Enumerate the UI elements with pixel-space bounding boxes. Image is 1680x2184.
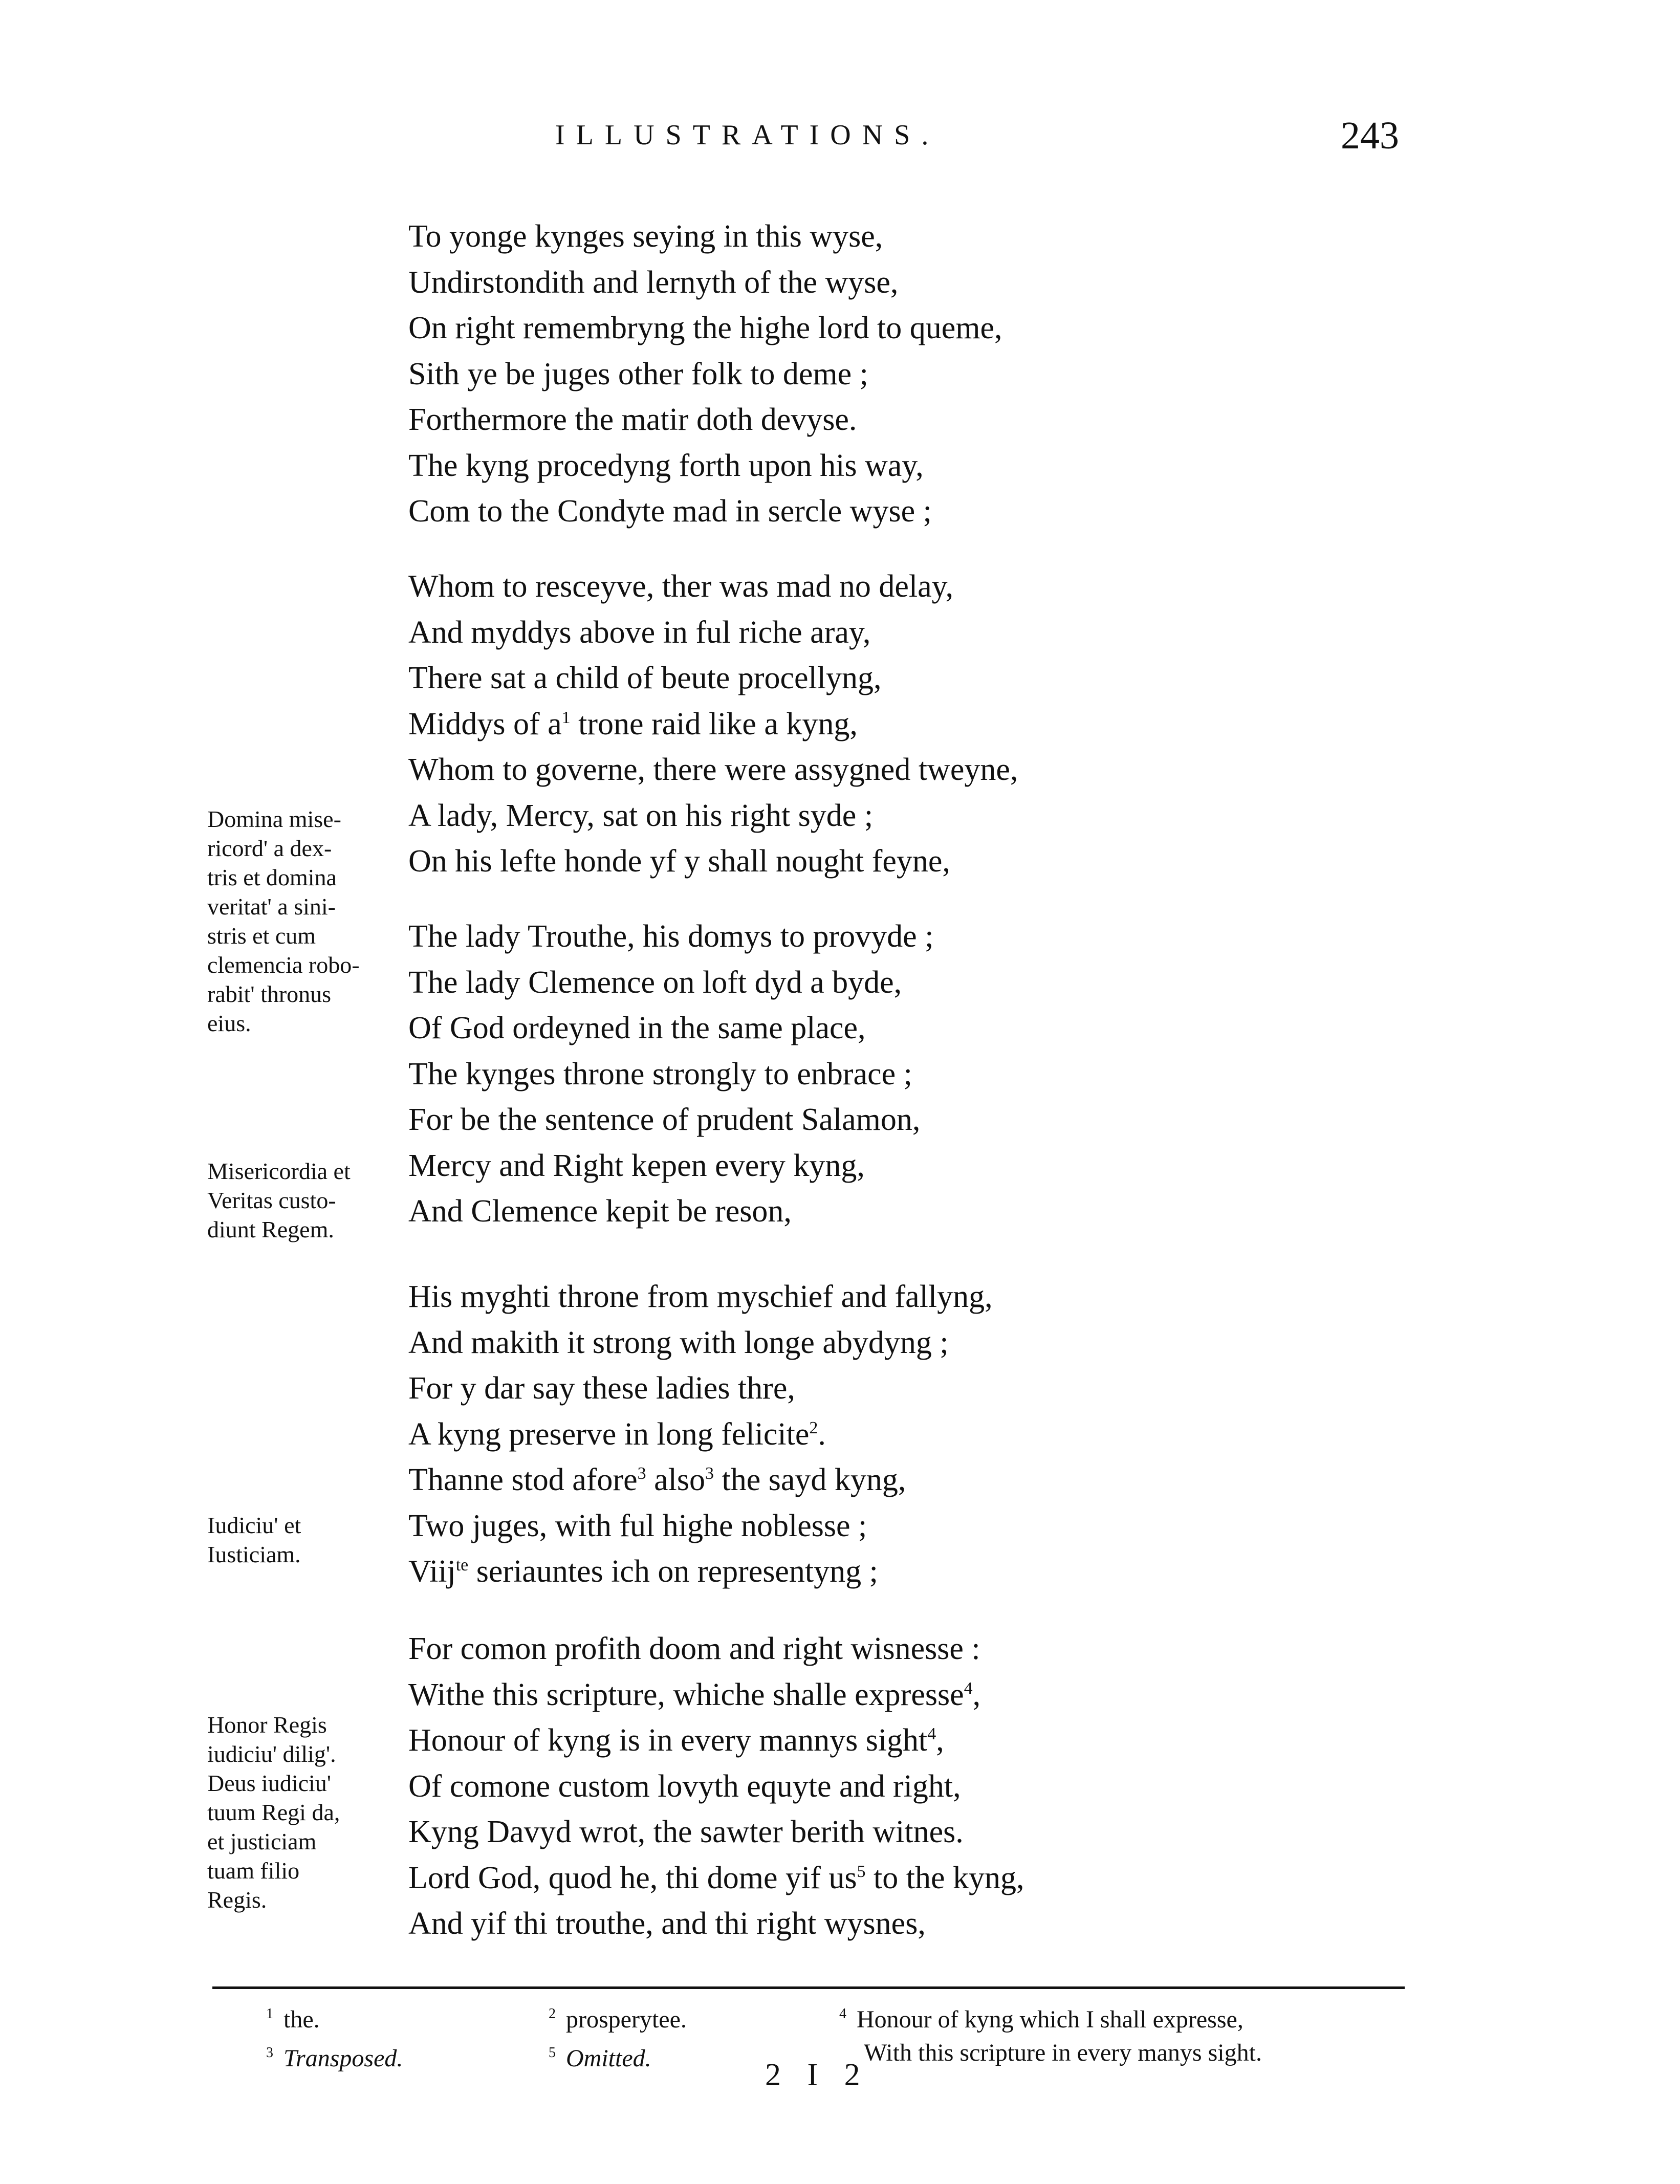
footnote-ref: 4 <box>964 1678 973 1698</box>
verse-line: A kyng preserve in long felicite$^2$. <box>408 1416 826 1452</box>
note-line: tris et domina <box>207 864 337 890</box>
footnote-ref: 3 <box>637 1464 646 1483</box>
note-line: tuum Regi da, <box>207 1799 340 1825</box>
verse-line: Undirstondith and lernyth of the wyse, <box>408 265 899 300</box>
verse-line: On his lefte honde yf y shall nought feyne, <box>408 844 950 879</box>
verse-line: Kyng Davyd wrot, the sawter berith witnes. <box>408 1815 964 1849</box>
verse-line: Honour of kyng is in every mannys sight$^4$, <box>408 1723 944 1758</box>
note-line: stris et cum <box>207 923 316 949</box>
margin-note <box>207 1511 402 1569</box>
verse-line: Com to the Condyte mad in sercle wyse ; <box>408 494 932 529</box>
verse-line: On right remembryng the highe lord to queme, <box>408 311 1002 345</box>
verse-line: Thanne stod afore$^3$ also$^3$ the sayd kyng, <box>408 1462 906 1497</box>
verse-line: And yif thi trouthe, and thi right wysnes, <box>408 1906 926 1941</box>
verse-line: And makith it strong with longe abydyng ; <box>408 1325 949 1360</box>
superscript-te: te <box>455 1556 469 1575</box>
footnote-ref: 4 <box>927 1724 936 1743</box>
footnote-text: prosperytee. <box>566 2006 687 2033</box>
stanza <box>408 564 1018 885</box>
footnote <box>549 1995 687 2034</box>
note-line: eius. <box>207 1010 251 1036</box>
note-line: iudiciu' dilig'. <box>207 1741 336 1767</box>
verse-line: Lord God, quod he, thi dome yif $us^5$ to the kyng, <box>408 1860 1024 1895</box>
verse-line: Of comone custom lovyth equyte and right, <box>408 1768 961 1804</box>
verse-line: There sat a child of beute procellyng, <box>408 661 882 695</box>
note-line: ricord' a dex- <box>207 835 332 861</box>
footnote <box>266 1995 320 2034</box>
verse-line: The kyng procedyng forth upon his way, <box>408 448 924 483</box>
note-line: Misericordia et <box>207 1158 351 1184</box>
note-line: diunt Regem. <box>207 1216 334 1242</box>
note-line: et justiciam <box>207 1828 317 1854</box>
note-line: veritat' a sini- <box>207 893 336 920</box>
stanza <box>408 1626 1024 1947</box>
verse-line: Sith ye be juges other folk to deme ; <box>408 356 868 391</box>
verse-line: Withe this scripture, whiche shalle expresse$^4$, <box>408 1677 981 1712</box>
verse-line: And myddys above in ful riche aray, <box>408 615 871 650</box>
verse-line: The lady Trouthe, his domys to provyde ; <box>408 919 934 954</box>
footnote-text: Omitted. <box>566 2045 651 2072</box>
footnote <box>839 1995 1262 2072</box>
note-line: Deus iudiciu' <box>207 1770 332 1796</box>
margin-note <box>207 1156 402 1244</box>
verse-line: Whom to resceyve, ther was mad no delay, <box>408 569 954 604</box>
footnote-text: Transposed. <box>283 2045 403 2072</box>
footnote-ref: 5 <box>857 1862 866 1881</box>
verse-line: The lady Clemence on loft dyd a byde, <box>408 965 902 1000</box>
footnote-mark: 4 <box>839 2006 846 2022</box>
note-line: Honor Regis <box>207 1712 327 1738</box>
verse-line: For y dar say these ladies thre, <box>408 1371 795 1406</box>
footnote-mark: 3 <box>266 2045 273 2061</box>
footnote-rule <box>212 1986 1405 1989</box>
verse-line: Viij$^{te}$ seriauntes ich on representyng ; <box>408 1554 878 1589</box>
footnote-mark: 1 <box>266 2006 273 2022</box>
verse-line: And Clemence kepit be reson, <box>408 1194 792 1229</box>
verse-line: Of God ordeyned in the same place, <box>408 1011 866 1045</box>
footnote-mark: 5 <box>549 2045 556 2061</box>
footnote-text: Honour of kyng which I shall expresse, <box>857 2006 1243 2033</box>
signature-mark: 2 I 2 <box>765 2058 869 2092</box>
footnote <box>549 2034 651 2072</box>
verse-line: The kynges throne strongly to enbrace ; <box>408 1056 912 1091</box>
note-line: Regis. <box>207 1887 267 1913</box>
verse-line: Mercy and Right kepen every kyng, <box>408 1148 865 1183</box>
verse-line: A lady, Mercy, sat on his right syde ; <box>408 798 874 833</box>
note-line: Domina mise- <box>207 806 341 832</box>
verse-line: To yonge kynges seying in this wyse, <box>408 219 883 254</box>
verse-line: Two juges, with ful highe noblesse ; <box>408 1508 867 1543</box>
note-line: Veritas custo- <box>207 1187 336 1213</box>
footnote <box>266 2034 403 2072</box>
stanza <box>408 1274 993 1595</box>
margin-note <box>207 1710 402 1914</box>
note-line: Iusticiam. <box>207 1541 301 1567</box>
footnote-ref: 2 <box>809 1418 818 1437</box>
margin-note <box>207 804 402 1038</box>
note-line: Iudiciu' et <box>207 1512 301 1538</box>
note-line: clemencia robo- <box>207 952 360 978</box>
footnote-text: the. <box>283 2006 320 2033</box>
page-number: 243 <box>1341 114 1399 157</box>
verse-line: For be the sentence of prudent Salamon, <box>408 1102 921 1137</box>
verse-line: Whom to governe, there were assygned tweyne, <box>408 752 1018 787</box>
verse-line: Forthermore the matir doth devyse. <box>408 402 857 437</box>
note-line: tuam filio <box>207 1858 300 1884</box>
footnote-ref: 3 <box>705 1464 714 1483</box>
footnote-mark: 2 <box>549 2006 556 2022</box>
verse-line: His myghti throne from myschief and fallyng, <box>408 1279 993 1314</box>
stanza <box>408 914 933 1235</box>
verse-line: Middys of $a^1$ trone raid like a kyng, <box>408 706 858 741</box>
footnote-ref: 1 <box>561 708 571 727</box>
verse-line: For comon profith doom and right wisnesse : <box>408 1631 980 1666</box>
note-line: rabit' thronus <box>207 981 332 1007</box>
stanza <box>408 214 1002 535</box>
footnote-text: With this scripture in every manys sight. <box>864 2039 1262 2066</box>
running-title: ILLUSTRATIONS. <box>555 119 940 151</box>
